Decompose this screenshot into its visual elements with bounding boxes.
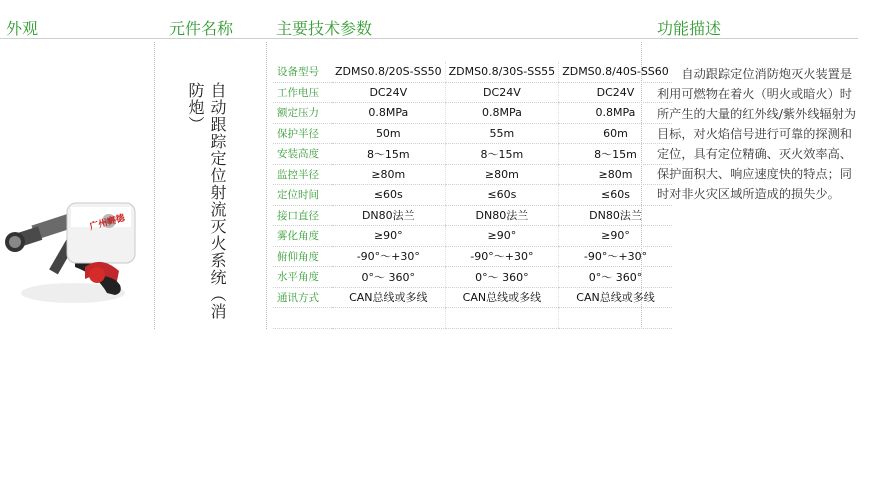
param-value: ≥80m xyxy=(445,164,559,185)
param-value: 8～15m xyxy=(559,144,672,165)
param-value: ≥80m xyxy=(332,164,445,185)
param-value: ≤60s xyxy=(332,185,445,206)
param-value: ≤60s xyxy=(559,185,672,206)
param-value: DC24V xyxy=(445,82,559,103)
params-table xyxy=(273,62,672,329)
param-value: CAN总线或多线 xyxy=(445,287,559,308)
header-rule xyxy=(0,38,858,39)
table-row xyxy=(273,267,672,288)
table-row xyxy=(273,123,672,144)
param-value: ≥90° xyxy=(445,226,559,247)
table-row xyxy=(273,226,672,247)
param-label: 雾化角度 xyxy=(273,226,332,247)
param-value: 0°～ 360° xyxy=(332,267,445,288)
param-value: ≥90° xyxy=(332,226,445,247)
column-divider xyxy=(266,42,267,329)
function-description: 自动跟踪定位消防炮灭火装置是利用可燃物在着火（明火或暗火）时所产生的大量的红外线/紫外线辐射为目标，对火焰信号进行可靠的探测和定位，具有定位精确、灭火效率高、保护面积大、响应速度快的特点；同时对非火灾区域所造成的损失少。 xyxy=(657,67,857,201)
param-value: ZDMS0.8/30S-SS55 xyxy=(445,62,559,82)
param-value: CAN总线或多线 xyxy=(559,287,672,308)
param-label: 安装高度 xyxy=(273,144,332,165)
header-tech-params: 主要技术参数 xyxy=(276,19,373,38)
param-label: 水平角度 xyxy=(273,267,332,288)
param-value: DN80法兰 xyxy=(445,205,559,226)
param-value: DC24V xyxy=(559,82,672,103)
param-value: 0.8MPa xyxy=(445,103,559,124)
param-label: 俯仰角度 xyxy=(273,246,332,267)
param-value: ≥80m xyxy=(559,164,672,185)
param-value: DC24V xyxy=(332,82,445,103)
param-label xyxy=(273,308,332,329)
param-value: 8～15m xyxy=(332,144,445,165)
param-label: 监控半径 xyxy=(273,164,332,185)
param-value xyxy=(332,308,445,329)
header-component-name: 元件名称 xyxy=(169,19,234,38)
param-value: DN80法兰 xyxy=(332,205,445,226)
table-row xyxy=(273,103,672,124)
table-header xyxy=(0,10,858,39)
table-row xyxy=(273,62,672,82)
table-row xyxy=(273,185,672,206)
header-function-desc: 功能描述 xyxy=(657,19,722,38)
header-appearance: 外观 xyxy=(6,19,39,38)
param-value: 0°～ 360° xyxy=(559,267,672,288)
param-label: 接口直径 xyxy=(273,205,332,226)
param-value: 0.8MPa xyxy=(559,103,672,124)
param-label: 额定压力 xyxy=(273,103,332,124)
param-value: DN80法兰 xyxy=(559,205,672,226)
param-value: ZDMS0.8/20S-SS50 xyxy=(332,62,445,82)
param-label: 保护半径 xyxy=(273,123,332,144)
param-value: -90°～+30° xyxy=(445,246,559,267)
param-value: 60m xyxy=(559,123,672,144)
param-value: ZDMS0.8/40S-SS60 xyxy=(559,62,672,82)
table-row xyxy=(273,144,672,165)
column-divider xyxy=(154,42,155,329)
param-label: 通讯方式 xyxy=(273,287,332,308)
product-badge: 广州赛德 xyxy=(88,213,127,233)
param-value: -90°～+30° xyxy=(332,246,445,267)
param-value: 55m xyxy=(445,123,559,144)
param-value: ≥90° xyxy=(559,226,672,247)
table-row xyxy=(273,246,672,267)
product-image xyxy=(5,175,137,315)
param-value: 50m xyxy=(332,123,445,144)
table-row xyxy=(273,82,672,103)
param-label: 工作电压 xyxy=(273,82,332,103)
param-value xyxy=(559,308,672,329)
param-value: 0°～ 360° xyxy=(445,267,559,288)
table-row xyxy=(273,287,672,308)
param-value: -90°～+30° xyxy=(559,246,672,267)
table-row xyxy=(273,308,672,329)
param-value: ≤60s xyxy=(445,185,559,206)
table-row xyxy=(273,164,672,185)
param-label: 定位时间 xyxy=(273,185,332,206)
component-name: 自动跟踪定位射流灭火系统（消防炮） xyxy=(186,82,227,320)
param-value: CAN总线或多线 xyxy=(332,287,445,308)
table-row xyxy=(273,205,672,226)
param-label: 设备型号 xyxy=(273,62,332,82)
param-value: 8～15m xyxy=(445,144,559,165)
param-value xyxy=(445,308,559,329)
param-value: 0.8MPa xyxy=(332,103,445,124)
